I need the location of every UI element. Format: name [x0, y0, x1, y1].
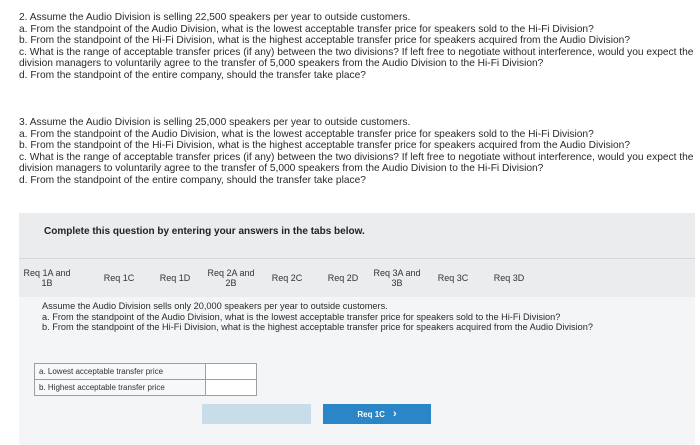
tab-question-text	[42, 301, 652, 333]
tab-req-2c[interactable]	[259, 259, 315, 297]
tab-label-line1: Req 3A and	[373, 268, 421, 278]
tab-req-2d[interactable]	[315, 259, 371, 297]
lowest-price-input[interactable]	[206, 364, 257, 380]
question-3	[19, 117, 695, 187]
tab-label-line1: Req 1A and	[23, 268, 71, 278]
tab-question-a: a. From the standpoint of the Audio Division, what is the lowest acceptable transfer price for speakers sold to the Hi-Fi Division?	[42, 311, 561, 322]
tab-label: Req 2D	[327, 273, 359, 283]
tab-req-2a-2b[interactable]	[203, 259, 259, 297]
next-req-button[interactable]	[323, 404, 431, 424]
question-2-intro: 2. Assume the Audio Division is selling 22,500 speakers per year to outside customers.	[19, 12, 411, 23]
question-2a: a. From the standpoint of the Audio Division, what is the lowest acceptable transfer price for speakers sold to the Hi-Fi Division?	[19, 23, 594, 35]
instruction-text: Complete this question by entering your answers in the tabs below.	[44, 226, 365, 237]
question-2c: c. What is the range of acceptable transfer prices (if any) between the two divisions? If left free to negotiate without interference, would you expect the division managers to voluntarily agree to the transfer of 5,000 speakers from the Audio Division to the Hi-Fi Division?	[19, 46, 694, 70]
tab-req-3c[interactable]	[425, 259, 481, 297]
highest-price-input[interactable]	[206, 380, 257, 396]
chevron-right-icon: ›	[392, 408, 397, 420]
tab-req-1d[interactable]	[147, 259, 203, 297]
tab-label: Req 3C	[437, 273, 469, 283]
answer-label-highest: b. Highest acceptable transfer price	[35, 380, 206, 396]
tab-question-b: b. From the standpoint of the Hi-Fi Division, what is the highest acceptable transfer price for speakers acquired from the Audio Division?	[42, 322, 594, 333]
prev-req-button[interactable]	[202, 404, 311, 424]
question-2	[19, 12, 695, 82]
tab-req-1c[interactable]	[91, 259, 147, 297]
question-3d: d. From the standpoint of the entire company, should the transfer take place?	[19, 174, 366, 186]
tab-label: Req 3D	[493, 273, 525, 283]
tab-question-intro: Assume the Audio Division sells only 20,000 speakers per year to outside customers.	[42, 301, 388, 311]
answer-panel	[19, 213, 695, 445]
tab-req-1a-1b[interactable]	[19, 259, 75, 297]
answer-label-lowest: a. Lowest acceptable transfer price	[35, 364, 206, 380]
answer-row	[35, 364, 257, 380]
question-3b: b. From the standpoint of the Hi-Fi Division, what is the highest acceptable transfer price for speakers acquired from the Audio Division?	[19, 140, 630, 152]
req-tab-bar	[19, 258, 695, 298]
tab-label-line2: 3B	[391, 278, 403, 288]
tab-req-3d[interactable]	[481, 259, 537, 297]
tab-label: Req 1D	[159, 273, 191, 283]
tab-label-line2: 2B	[225, 278, 237, 288]
tab-label-line1: Req 2A and	[207, 268, 255, 278]
next-button-label: Req 1C	[357, 409, 385, 419]
question-2d: d. From the standpoint of the entire company, should the transfer take place?	[19, 69, 366, 81]
question-3a: a. From the standpoint of the Audio Division, what is the lowest acceptable transfer price for speakers sold to the Hi-Fi Division?	[19, 128, 594, 140]
answer-table	[34, 363, 257, 396]
answer-row	[35, 380, 257, 396]
tab-label: Req 2C	[271, 273, 303, 283]
tab-req-3a-3b[interactable]	[369, 259, 425, 297]
question-3c: c. What is the range of acceptable transfer prices (if any) between the two divisions? If left free to negotiate without interference, would you expect the division managers to voluntarily agree to the transfer of 5,000 speakers from the Audio Division to the Hi-Fi Division?	[19, 151, 694, 175]
tab-label: Req 1C	[103, 273, 135, 283]
question-2b: b. From the standpoint of the Hi-Fi Division, what is the highest acceptable transfer price for speakers acquired from the Audio Division?	[19, 35, 630, 47]
tab-label-line2: 1B	[41, 278, 53, 288]
question-3-intro: 3. Assume the Audio Division is selling 25,000 speakers per year to outside customers.	[19, 117, 411, 128]
